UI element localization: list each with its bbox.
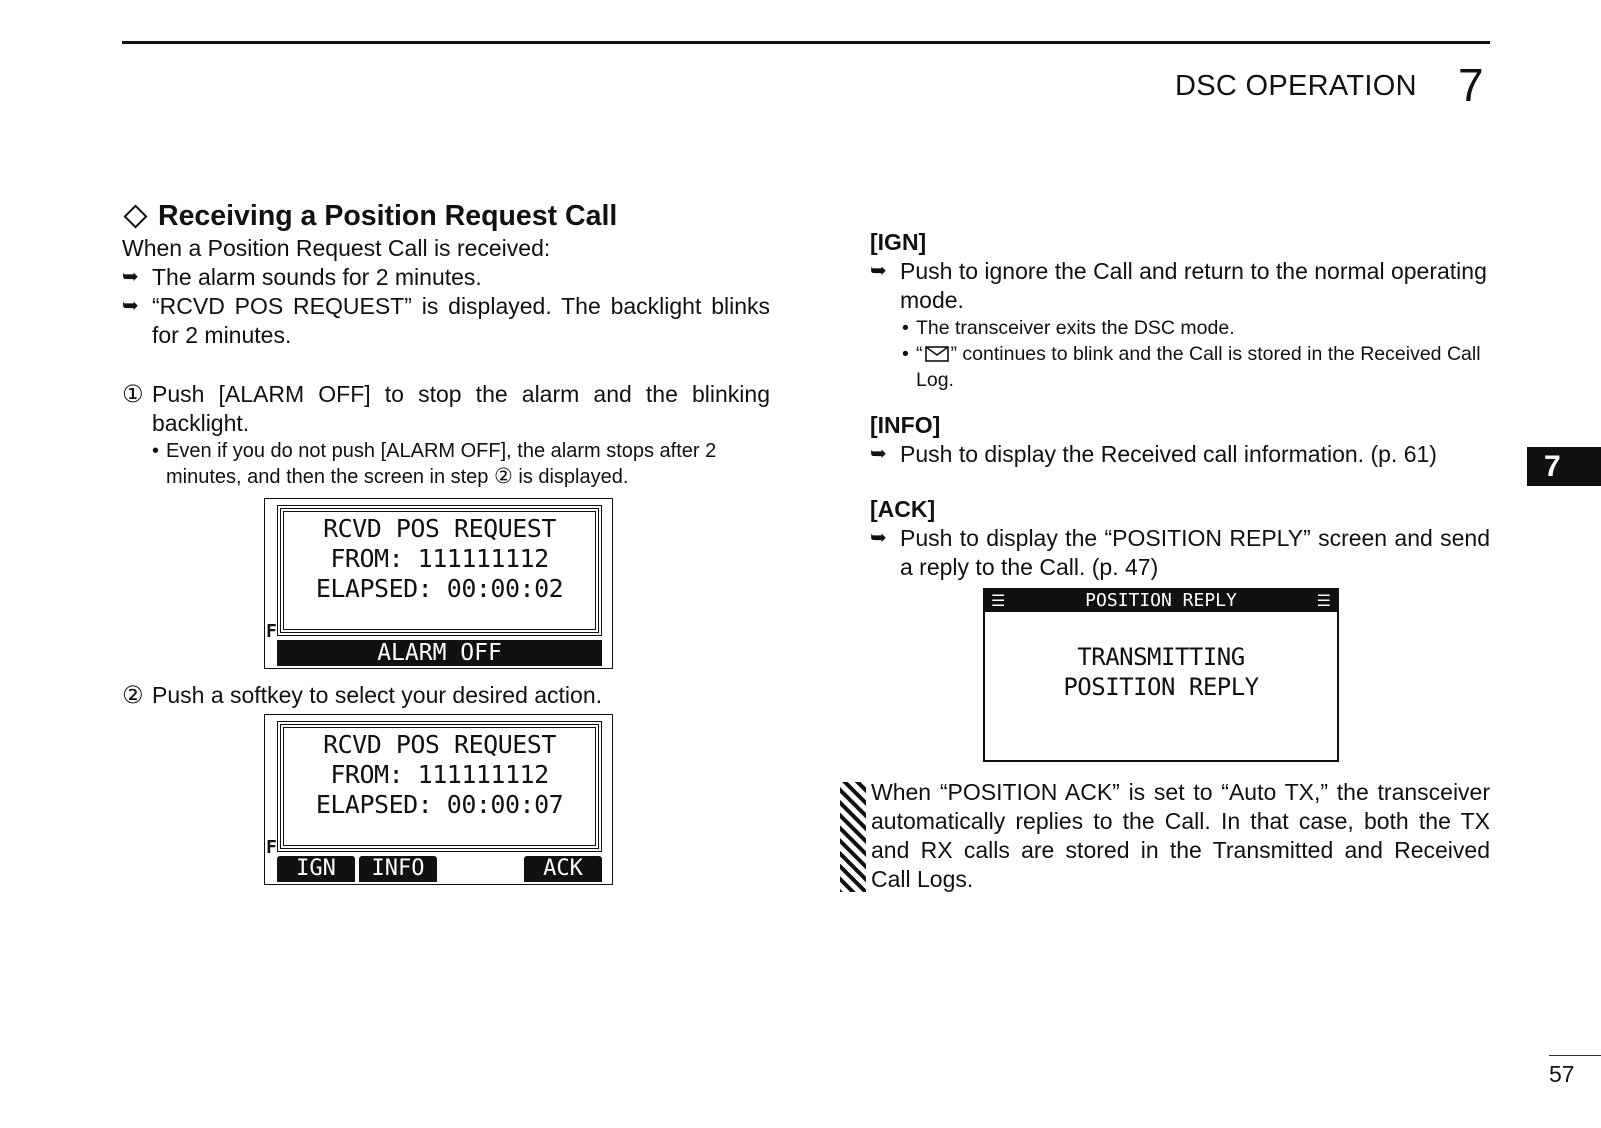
step-1 xyxy=(122,380,770,438)
lcd-header-title: POSITION REPLY xyxy=(1085,590,1237,611)
lcd-header xyxy=(985,590,1337,612)
arrow-right-icon: ➥ xyxy=(870,260,887,282)
ign-note-2: • “ ” continues to blink and the Call is stored in the Received Call Log. xyxy=(902,343,1481,391)
lcd-body xyxy=(985,642,1337,702)
header-rule xyxy=(122,41,1490,44)
list-item-text: Push to ignore the Call and return to the normal operating mode. xyxy=(900,258,1487,313)
chapter-title: DSC OPERATION xyxy=(1175,70,1417,102)
mail-icon xyxy=(925,346,949,362)
ign-softkey: IGN xyxy=(277,856,355,882)
list-item-text: “RCVD POS REQUEST” is displayed. The backlight blinks for 2 minutes. xyxy=(152,293,770,348)
chapter-side-tab-label: 7 xyxy=(1544,449,1561,483)
step-2 xyxy=(122,681,770,710)
lcd-frame xyxy=(277,721,602,852)
diamond-icon xyxy=(123,204,147,228)
ack-softkey: ACK xyxy=(524,856,602,882)
list-item xyxy=(122,292,770,350)
section-heading xyxy=(122,198,770,234)
lcd-line: POSITION REPLY xyxy=(1063,673,1259,701)
step-reference: ② xyxy=(493,465,513,488)
list-item xyxy=(122,263,770,292)
chapter-side-tab xyxy=(1527,447,1601,486)
lcd-mark: F xyxy=(266,621,277,642)
step-number: ② xyxy=(122,682,144,709)
info-title: [INFO] xyxy=(870,412,941,438)
lcd-line: TRANSMITTING xyxy=(1077,643,1245,671)
lcd-line: ELAPSED: 00:00:07 xyxy=(315,790,564,819)
hatched-note-icon xyxy=(838,778,868,892)
lcd-line: FROM: 111111112 xyxy=(330,760,549,789)
step-text: Push a softkey to select your desired action. xyxy=(152,682,603,708)
step-text: Push [ALARM OFF] to stop the alarm and the blinking backlight. xyxy=(152,381,770,436)
list-item xyxy=(870,257,1490,315)
info-softkey: INFO xyxy=(359,856,437,882)
ack-title: [ACK] xyxy=(870,496,936,522)
arrow-right-icon: ➥ xyxy=(870,527,887,549)
arrow-right-icon: ➥ xyxy=(122,295,139,317)
step-1-note: • Even if you do not push [ALARM OFF], the alarm stops after 2 minutes, and then the screen in step ② is displayed. xyxy=(152,440,717,488)
lcd-mark: F xyxy=(266,837,277,858)
page-number: 57 xyxy=(1549,1061,1575,1087)
chapter-number: 7 xyxy=(1458,59,1484,111)
arrow-right-icon: ➥ xyxy=(122,266,139,288)
auto-tx-note xyxy=(838,778,1490,894)
menu-icon: ☰ xyxy=(991,591,1006,610)
softkey-bar xyxy=(277,856,602,882)
left-column xyxy=(122,198,770,885)
list-item-text: Push to display the “POSITION REPLY” screen and send a reply to the Call. (p. 47) xyxy=(900,525,1490,580)
lcd-screen-alarm xyxy=(264,498,613,669)
list-item-text: The alarm sounds for 2 minutes. xyxy=(152,264,482,290)
ign-note-1: • The transceiver exits the DSC mode. xyxy=(902,317,1235,339)
intro-text: When a Position Request Call is received: xyxy=(122,235,551,261)
lcd-frame xyxy=(277,505,602,636)
list-item xyxy=(870,440,1490,469)
right-column xyxy=(870,228,1490,762)
list-item-text: Push to display the Received call information. (p. 61) xyxy=(900,441,1437,467)
footer-rule xyxy=(1549,1055,1601,1056)
lcd-screen-softkeys xyxy=(264,714,613,885)
note-text-part1: Even if you do not push [ALARM OFF], the alarm stops after 2 minutes, and then the screen in step xyxy=(166,440,717,488)
lcd-line: FROM: 111111112 xyxy=(330,544,549,573)
lcd-line: RCVD POS REQUEST xyxy=(323,514,556,543)
alarm-off-softkey: ALARM OFF xyxy=(277,640,602,666)
note-text: When “POSITION ACK” is set to “Auto TX,” the transceiver automatically replies to the Call. In that case, both the TX and RX calls are stored in the Transmitted and Received Call Logs. xyxy=(871,779,1490,892)
arrow-right-icon: ➥ xyxy=(870,443,887,465)
note-text-part2: is displayed. xyxy=(512,466,629,488)
lcd-line: ELAPSED: 00:00:02 xyxy=(315,574,564,603)
menu-icon: ☰ xyxy=(1316,591,1331,610)
lcd-screen-position-reply xyxy=(983,588,1339,762)
list-item xyxy=(870,524,1490,582)
section-heading-text: Receiving a Position Request Call xyxy=(158,200,618,232)
step-number: ① xyxy=(122,381,144,408)
ign-title: [IGN] xyxy=(870,229,927,255)
lcd-line: RCVD POS REQUEST xyxy=(323,730,556,759)
